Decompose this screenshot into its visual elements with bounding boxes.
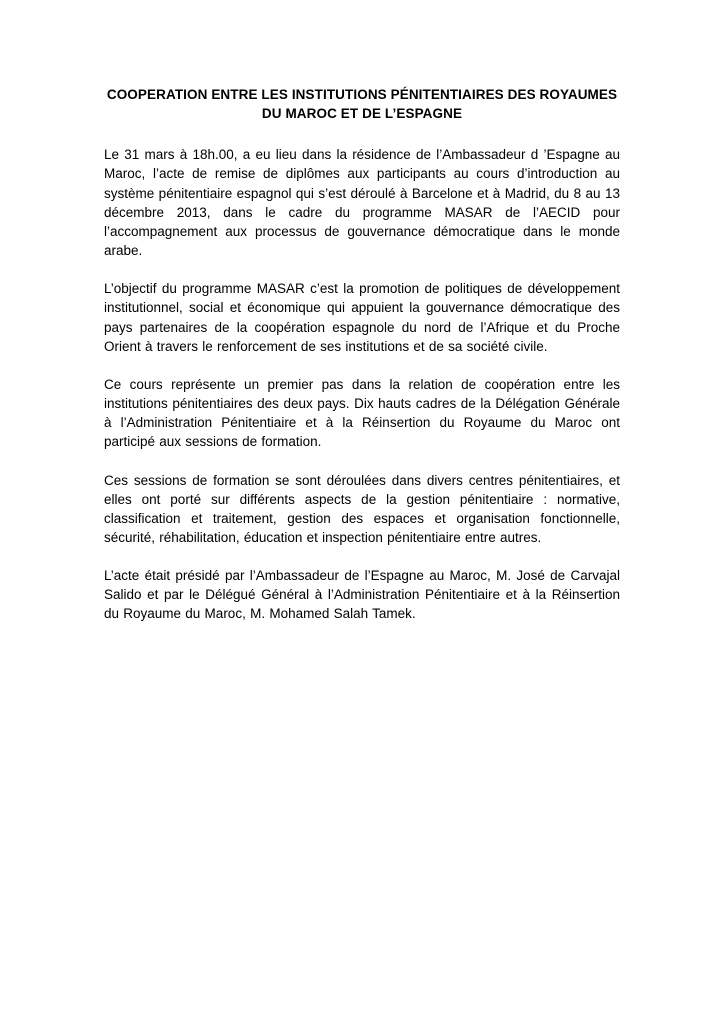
paragraph-training-sessions: Ces sessions de formation se sont déroulées dans divers centres pénitentiaires, et elles ont porté sur différents aspects de la gestion pénitentiaire : normative, classification et traitement, gestion des espaces et organisation fonctionnelle, sécurité, réhabilitation, éducation et inspection pénitentiaire entre autres. xyxy=(104,472,620,545)
paragraph-presiding-officials: L’acte était présidé par l’Ambassadeur de l’Espagne au Maroc, M. José de Carvajal Salido et par le Délégué Général à l’Administration Pénitentiaire et à la Réinsertion du Royaume du Maroc, M. Mohamed Salah Tamek. xyxy=(104,568,620,622)
paragraph-masar-objective: L’objectif du programme MASAR c’est la promotion de politiques de développement institutionnel, social et économique qui appuient la gouvernance démocratique des pays partenaires de la coopération espagnole du nord de l’Afrique et du Proche Orient à travers le renforcement de ses institutions et de sa société civile. xyxy=(104,281,620,354)
paragraph-cooperation-first-step: Ce cours représente un premier pas dans la relation de coopération entre les institutions pénitentiaires des deux pays. Dix hauts cadres de la Délégation Générale à l’Administration Pénitentiaire et à la Réinsertion du Royaume du Maroc ont participé aux sessions de formation. xyxy=(104,376,620,450)
document-body xyxy=(104,145,620,623)
document-title: COOPERATION ENTRE LES INSTITUTIONS PÉNITENTIAIRES DES ROYAUMES DU MAROC ET DE L’ESPAGNE xyxy=(106,87,618,122)
paragraph-intro-ceremony: Le 31 mars à 18h.00, a eu lieu dans la résidence de l’Ambassadeur d ’Espagne au Maroc, l’acte de remise de diplômes aux participants au cours d’introduction au système pénitentiaire espagnol qui s’est déroulé à Barcelone et à Madrid, du 8 au 13 décembre 2013, dans le cadre du programme MASAR de l’AECID pour l’accompagnement aux processus de gouvernance démocratique dans le monde arabe. xyxy=(104,147,620,259)
